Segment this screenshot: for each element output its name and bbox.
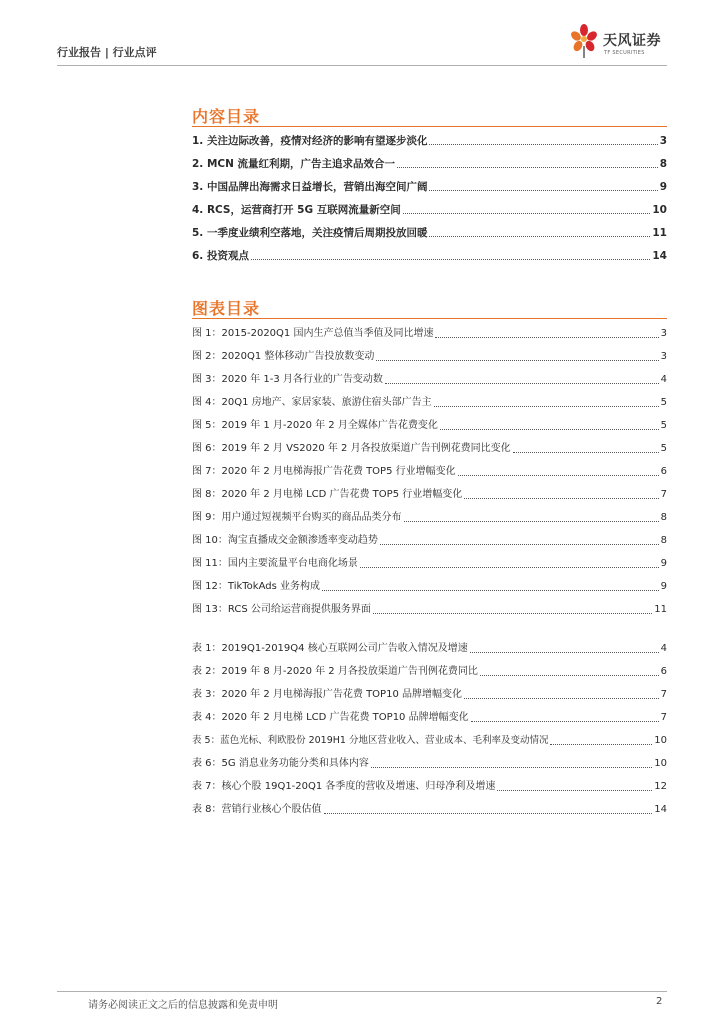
figure-entry-page: 11 (654, 604, 667, 615)
toc-entry-page: 11 (652, 227, 667, 239)
dot-leader (397, 166, 658, 168)
figure-entry-label: 图 9：用户通过短视频平台购买的商品品类分布 (192, 512, 402, 523)
dot-leader (440, 428, 659, 430)
figure-entry[interactable] (192, 346, 667, 364)
dot-leader (373, 612, 652, 614)
dot-leader (404, 520, 659, 522)
figure-entry-label: 图 8：2020 年 2 月电梯 LCD 广告花费 TOP5 行业增幅变化 (192, 489, 463, 500)
brand-subtitle: TF SECURITIES (604, 50, 645, 56)
toc-entry-label: 3. 中国品牌出海需求日益增长，营销出海空间广阔 (192, 181, 428, 193)
toc-entry-label: 2. MCN 流量红利期，广告主追求品效合一 (192, 158, 396, 170)
footer-disclaimer: 请务必阅读正文之后的信息披露和免责申明 (88, 1000, 278, 1011)
flower-logo-icon (567, 20, 601, 62)
figures-divider (192, 318, 667, 319)
figure-entry-label: 图 12：TikTokAds 业务构成 (192, 581, 320, 592)
table-entry-label: 表 3：2020 年 2 月电梯海报广告花费 TOP10 品牌增幅变化 (192, 689, 462, 700)
dot-leader (251, 258, 650, 260)
table-entry[interactable] (192, 684, 667, 702)
table-entry-label: 表 2：2019 年 8 月-2020 年 2 月各投放渠道广告刊例花费同比 (192, 666, 478, 677)
table-entry[interactable] (192, 638, 667, 656)
dot-leader (380, 543, 659, 545)
toc-entry-page: 3 (659, 135, 667, 147)
figure-entry[interactable] (192, 392, 667, 410)
figure-entry-page: 3 (660, 351, 667, 362)
table-entry[interactable] (192, 707, 667, 725)
figure-entry-label: 图 13：RCS 公司给运营商提供服务界面 (192, 604, 371, 615)
figure-entry-label: 图 1：2015-2020Q1 国内生产总值当季值及同比增速 (192, 328, 434, 339)
figure-entry-page: 4 (660, 374, 667, 385)
toc-entry[interactable] (192, 153, 667, 171)
dot-leader (324, 812, 653, 814)
figure-entry-page: 5 (660, 420, 667, 431)
figure-entry-label: 图 2：2020Q1 整体移动广告投放数变动 (192, 351, 375, 362)
toc-entry[interactable] (192, 176, 667, 194)
figure-entry-page: 7 (660, 489, 667, 500)
table-entry-label: 表 8：营销行业核心个股估值 (192, 804, 322, 815)
header-divider (57, 65, 667, 66)
dot-leader (497, 789, 652, 791)
dot-leader (464, 697, 659, 699)
brand-name: 天风证券 (603, 33, 661, 49)
dot-leader (470, 651, 659, 653)
dot-leader (429, 143, 657, 145)
table-entry-page: 7 (660, 712, 667, 723)
figure-entry-page: 5 (660, 443, 667, 454)
table-entry-page: 6 (660, 666, 667, 677)
table-entry-label: 表 4：2020 年 2 月电梯 LCD 广告花费 TOP10 品牌增幅变化 (192, 712, 469, 723)
table-entry[interactable] (192, 730, 667, 748)
dot-leader (480, 674, 659, 676)
table-entry-page: 7 (660, 689, 667, 700)
toc-entry-page: 14 (652, 250, 667, 262)
toc-entry[interactable] (192, 222, 667, 240)
dot-leader (550, 743, 652, 745)
toc-entry-page: 10 (652, 204, 667, 216)
dot-leader (429, 189, 657, 191)
toc-entry[interactable] (192, 130, 667, 148)
figure-entry-page: 8 (660, 535, 667, 546)
dot-leader (435, 336, 658, 338)
dot-leader (458, 474, 659, 476)
table-entry-label: 表 6：5G 消息业务功能分类和具体内容 (192, 758, 369, 769)
figure-entry[interactable] (192, 415, 667, 433)
toc-entry-label: 6. 投资观点 (192, 250, 249, 262)
footer-divider (57, 991, 667, 992)
toc-entry-page: 8 (659, 158, 667, 170)
figure-entry-label: 图 10：淘宝直播成交金额渗透率变动趋势 (192, 535, 378, 546)
figure-entry-label: 图 4：20Q1 房地产、家居家装、旅游住宿头部广告主 (192, 397, 432, 408)
brand-logo (567, 20, 677, 62)
table-entry[interactable] (192, 776, 667, 794)
dot-leader (376, 359, 658, 361)
dot-leader (434, 405, 659, 407)
figure-entry[interactable] (192, 369, 667, 387)
toc-entry-page: 9 (659, 181, 667, 193)
figure-entry[interactable] (192, 599, 667, 617)
table-entry-page: 14 (654, 804, 667, 815)
figure-entry[interactable] (192, 438, 667, 456)
contents-title: 内容目录 (192, 107, 261, 126)
figure-entry-label: 图 11：国内主要流量平台电商化场景 (192, 558, 358, 569)
figure-entry-page: 6 (660, 466, 667, 477)
dot-leader (371, 766, 652, 768)
figure-entry[interactable] (192, 323, 667, 341)
report-category: 行业报告 | 行业点评 (57, 46, 157, 59)
table-entry-page: 12 (654, 781, 667, 792)
page-number: 2 (656, 996, 663, 1007)
table-entry-label: 表 1：2019Q1-2019Q4 核心互联网公司广告收入情况及增速 (192, 643, 468, 654)
contents-divider (192, 126, 667, 127)
dot-leader (464, 497, 658, 499)
dot-leader (385, 382, 659, 384)
figure-entry-label: 图 7：2020 年 2 月电梯海报广告花费 TOP5 行业增幅变化 (192, 466, 456, 477)
toc-entry[interactable] (192, 199, 667, 217)
figure-entry-page: 3 (660, 328, 667, 339)
toc-entry-label: 5. 一季度业绩利空落地，关注疫情后周期投放回暖 (192, 227, 428, 239)
table-entry[interactable] (192, 661, 667, 679)
table-entry-page: 10 (654, 758, 667, 769)
table-entry-label: 表 5：蓝色光标、利欧股份 2019H1 分地区营业收入、营业成本、毛利率及变动情况 (192, 735, 549, 746)
table-entry-page: 4 (660, 643, 667, 654)
figure-entry-page: 9 (660, 581, 667, 592)
dot-leader (471, 720, 659, 722)
figure-entry-label: 图 5：2019 年 1 月-2020 年 2 月全媒体广告花费变化 (192, 420, 438, 431)
figure-entry[interactable] (192, 461, 667, 479)
figure-entry-page: 9 (660, 558, 667, 569)
figures-title: 图表目录 (192, 299, 261, 318)
dot-leader (403, 212, 651, 214)
figure-entry[interactable] (192, 553, 667, 571)
figure-entry[interactable] (192, 507, 667, 525)
dot-leader (513, 451, 659, 453)
toc-entry-label: 1. 关注边际改善，疫情对经济的影响有望逐步淡化 (192, 135, 428, 147)
table-entry[interactable] (192, 799, 667, 817)
figure-entry-page: 5 (660, 397, 667, 408)
table-entry-label: 表 7：核心个股 19Q1-20Q1 各季度的营收及增速、归母净利及增速 (192, 781, 496, 792)
dot-leader (360, 566, 659, 568)
toc-entry-label: 4. RCS，运营商打开 5G 互联网流量新空间 (192, 204, 401, 216)
dot-leader (322, 589, 659, 591)
figure-entry-label: 图 3：2020 年 1-3 月各行业的广告变动数 (192, 374, 383, 385)
figure-entry[interactable] (192, 576, 667, 594)
figure-entry-label: 图 6：2019 年 2 月 VS2020 年 2 月各投放渠道广告刊例花费同比变化 (192, 443, 511, 454)
table-entry[interactable] (192, 753, 667, 771)
toc-entry[interactable] (192, 245, 667, 263)
table-entry-page: 10 (654, 735, 667, 746)
dot-leader (429, 235, 650, 237)
figure-entry[interactable] (192, 530, 667, 548)
figure-entry-page: 8 (660, 512, 667, 523)
figure-entry[interactable] (192, 484, 667, 502)
